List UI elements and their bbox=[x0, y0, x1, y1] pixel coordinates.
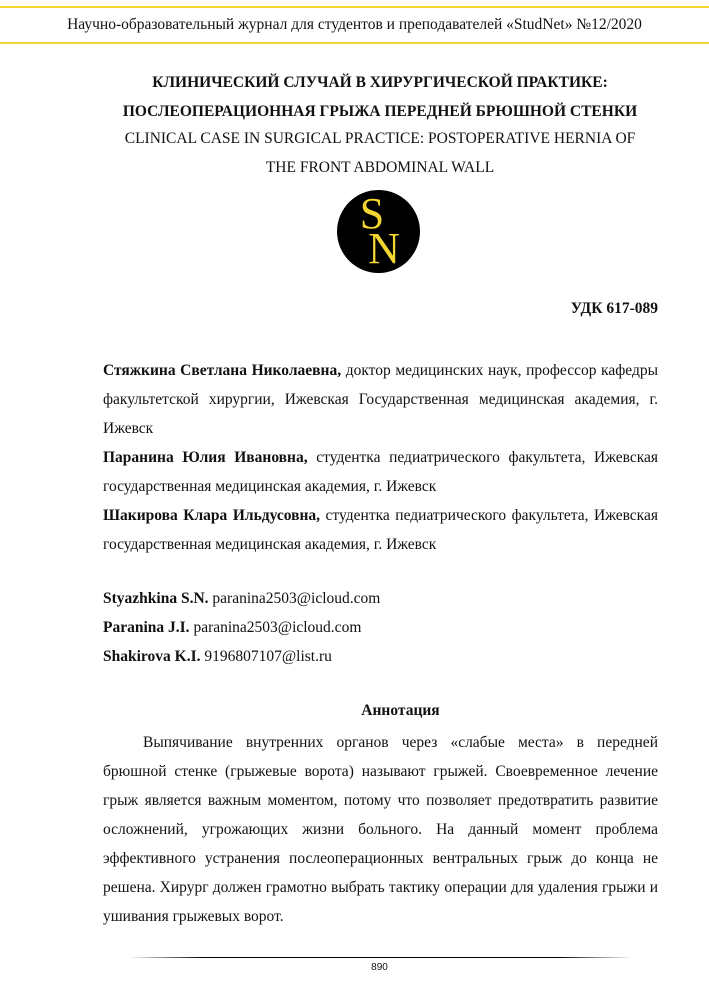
annotation-heading: Аннотация bbox=[361, 702, 440, 719]
email-entry bbox=[103, 584, 658, 613]
author-entry bbox=[103, 501, 658, 559]
article-title-en bbox=[60, 124, 700, 182]
footer-divider bbox=[128, 957, 633, 958]
author-info: студентка педиатрического факультета, Ижевская государственная медицинская академия, г. Ижевск bbox=[103, 507, 658, 553]
page-number: 890 bbox=[371, 962, 388, 973]
email-author: Paranina J.I. bbox=[103, 619, 190, 636]
title-ru-line-1: КЛИНИЧЕСКИЙ СЛУЧАЙ В ХИРУРГИЧЕСКОЙ ПРАКТИКЕ: bbox=[152, 74, 608, 91]
annotation-text: Выпячивание внутренних органов через «слабые места» в передней брюшной стенке (грыжевые ворота) называют грыжей. Своевременное лечение грыж является важным моментом, потому что позволяет предотвратить развитие осложнений, угрожающих жизни больного. На данный момент проблема эффективного устранения послеоперационных вентральных грыж до конца не решена. Хирург должен грамотно выбрать тактику операции для удаления грыжи и ушивания грыжевых ворот. bbox=[103, 734, 658, 925]
title-en-line-2: THE FRONT ABDOMINAL WALL bbox=[265, 159, 495, 176]
email-address: paranina2503@icloud.com bbox=[189, 619, 362, 636]
author-entry bbox=[103, 356, 658, 443]
author-name: Паранина Юлия Ивановна, bbox=[103, 449, 308, 466]
article-title-ru bbox=[60, 68, 700, 126]
journal-title: Научно-образовательный журнал для студентов и преподавателей «StudNet» №12/2020 bbox=[67, 16, 642, 33]
author-list bbox=[103, 356, 658, 559]
email-author: Shakirova K.I. bbox=[103, 648, 201, 665]
author-name: Шакирова Клара Ильдусовна, bbox=[103, 507, 321, 524]
email-address: 9196807107@list.ru bbox=[200, 648, 332, 665]
email-address: paranina2503@icloud.com bbox=[208, 590, 381, 607]
author-info: студентка педиатрического факультета, Ижевская государственная медицинская академия, г. Ижевск bbox=[103, 449, 658, 495]
svg-text:S: S bbox=[359, 190, 385, 238]
author-entry bbox=[103, 443, 658, 501]
journal-header bbox=[0, 6, 709, 44]
author-info: доктор медицинских наук, профессор кафедры факультетской хирургии, Ижевская Государственная медицинская академия, г. Ижевск bbox=[103, 362, 659, 437]
email-entry bbox=[103, 642, 658, 671]
studnet-logo bbox=[337, 190, 420, 273]
author-name: Стяжкина Светлана Николаевна, bbox=[103, 362, 342, 379]
email-entry bbox=[103, 613, 658, 642]
title-ru-line-2: ПОСЛЕОПЕРАЦИОННАЯ ГРЫЖА ПЕРЕДНЕЙ БРЮШНОЙ СТЕНКИ bbox=[122, 103, 638, 120]
contact-emails bbox=[103, 584, 658, 671]
email-author: Styazhkina S.N. bbox=[103, 590, 209, 607]
title-en-line-1: CLINICAL CASE IN SURGICAL PRACTICE: POSTOPERATIVE HERNIA OF bbox=[124, 130, 636, 147]
svg-text:N: N bbox=[368, 224, 400, 273]
udk-code: УДК 617-089 bbox=[570, 300, 658, 317]
